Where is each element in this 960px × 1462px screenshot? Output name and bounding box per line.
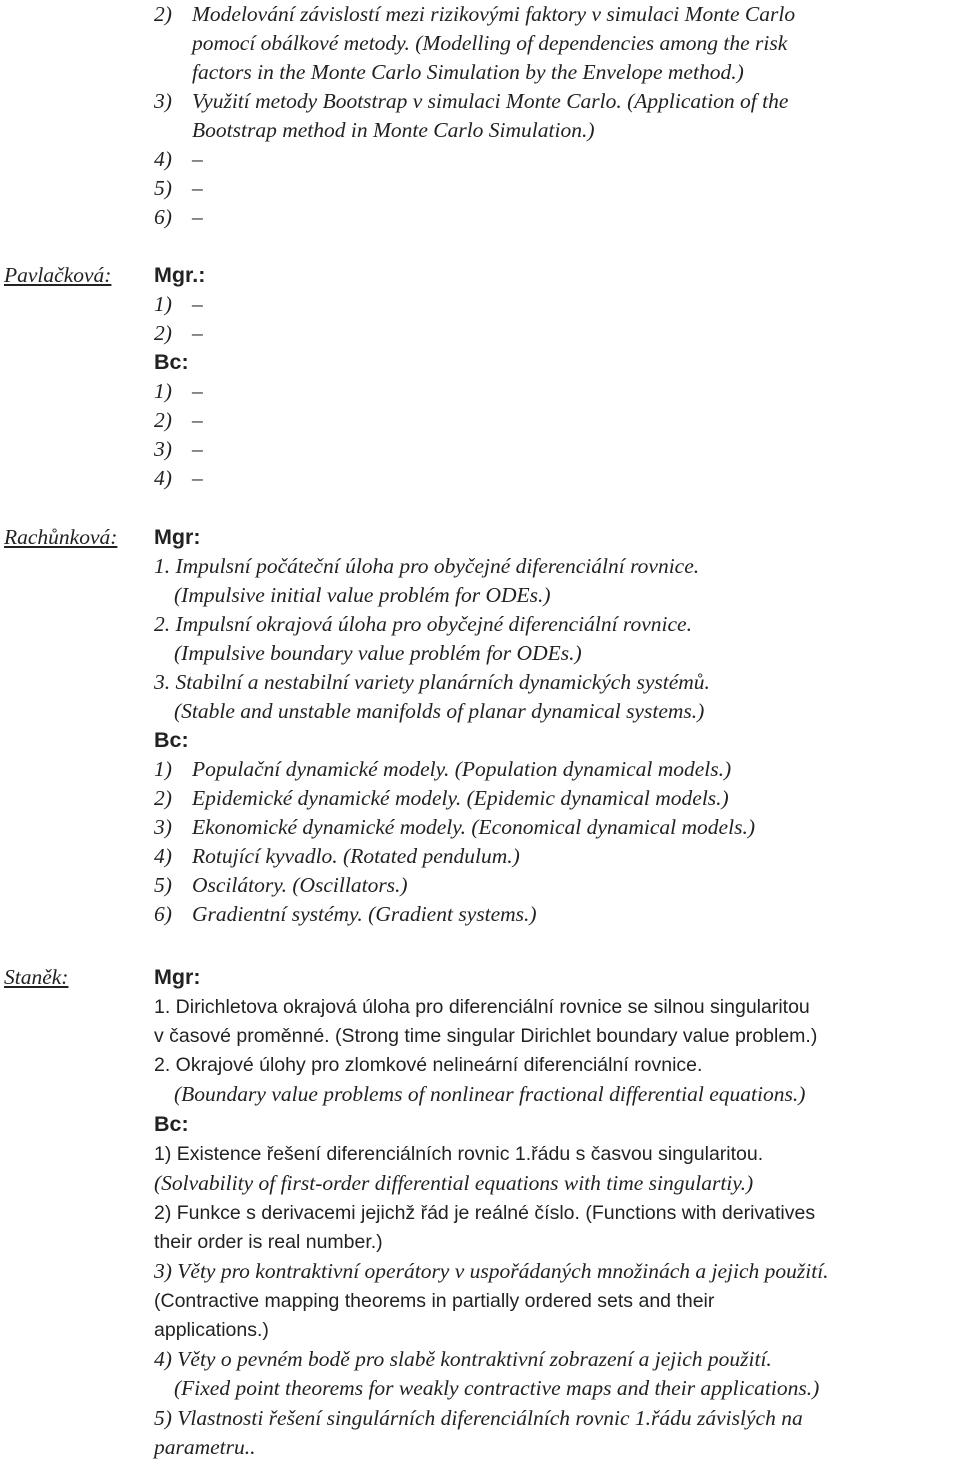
empty-topic: 2) – bbox=[154, 321, 203, 345]
topic-line: 3) Ekonomické dynamické modely. (Economical dynamical models.) bbox=[154, 815, 755, 839]
topic-line: 6) Gradientní systémy. (Gradient systems.) bbox=[154, 902, 537, 926]
supervisor-name-rachunkova: Rachůnková: bbox=[4, 525, 118, 549]
topic-translation: (Impulsive initial value problém for ODEs.) bbox=[174, 583, 551, 607]
topic-line: factors in the Monte Carlo Simulation by the Envelope method.) bbox=[192, 60, 744, 84]
level-heading-bc: Bc: bbox=[154, 1112, 189, 1136]
empty-topic: 1) – bbox=[154, 379, 203, 403]
empty-topic: 1) – bbox=[154, 292, 203, 316]
topic-line: 1) Existence řešení diferenciálních rovnic 1.řádu s časvou singularitou. bbox=[154, 1143, 764, 1165]
topic-line: pomocí obálkové metody. (Modelling of dependencies among the risk bbox=[192, 31, 788, 55]
topic-translation: (Boundary value problems of nonlinear fractional differential equations.) bbox=[174, 1082, 806, 1106]
topic-translation: (Fixed point theorems for weakly contractive maps and their applications.) bbox=[174, 1376, 820, 1400]
supervisor-name-stanek: Staněk: bbox=[4, 965, 69, 989]
topic-line: 4) Rotující kyvadlo. (Rotated pendulum.) bbox=[154, 844, 520, 868]
empty-topic: 6) – bbox=[154, 205, 203, 229]
topic-line: 3) Věty pro kontraktivní operátory v uspořádaných množinách a jejich použití. bbox=[154, 1259, 829, 1283]
topic-line: 4) Věty o pevném bodě pro slabě kontraktivní zobrazení a jejich použití. bbox=[154, 1347, 772, 1371]
topic-line: parametru.. bbox=[154, 1435, 256, 1459]
topic-translation: (Contractive mapping theorems in partially ordered sets and their bbox=[154, 1290, 715, 1312]
empty-topic: 4) – bbox=[154, 466, 203, 490]
topic-line: 1. Dirichletova okrajová úloha pro diferenciální rovnice se silnou singularitou bbox=[154, 996, 810, 1018]
topic-line: 5) Vlastnosti řešení singulárních diferenciálních rovnic 1.řádu závislých na bbox=[154, 1406, 803, 1430]
topic-translation: applications.) bbox=[154, 1319, 269, 1341]
topic-translation: (Impulsive boundary value problém for ODEs.) bbox=[174, 641, 582, 665]
topic-line: 1) Populační dynamické modely. (Population dynamical models.) bbox=[154, 757, 732, 781]
topic-line: v časové proměnné. (Strong time singular Dirichlet boundary value problem.) bbox=[154, 1025, 818, 1047]
topic-line: 1. Impulsní počáteční úloha pro obyčejné diferenciální rovnice. bbox=[154, 554, 700, 578]
level-heading-mgr: Mgr: bbox=[154, 965, 201, 989]
empty-topic: 4) – bbox=[154, 147, 203, 171]
empty-topic: 3) – bbox=[154, 437, 203, 461]
topic-line: 3) Využití metody Bootstrap v simulaci Monte Carlo. (Application of the bbox=[154, 89, 789, 113]
empty-topic: 5) – bbox=[154, 176, 203, 200]
topic-line: 3. Stabilní a nestabilní variety planárních dynamických systémů. bbox=[154, 670, 710, 694]
topic-line: 2. Impulsní okrajová úloha pro obyčejné diferenciální rovnice. bbox=[154, 612, 692, 636]
topic-line: 2) Funkce s derivacemi jejichž řád je reálné číslo. (Functions with derivatives bbox=[154, 1202, 816, 1224]
topic-line: 2. Okrajové úlohy pro zlomkové nelineární diferenciální rovnice. bbox=[154, 1054, 703, 1076]
topic-line: 2) Modelování závislostí mezi rizikovými faktory v simulaci Monte Carlo bbox=[154, 2, 796, 26]
level-heading-mgr: Mgr: bbox=[154, 525, 201, 549]
level-heading-mgr: Mgr.: bbox=[154, 263, 206, 287]
topic-line: 5) Oscilátory. (Oscillators.) bbox=[154, 873, 408, 897]
level-heading-bc: Bc: bbox=[154, 350, 189, 374]
topic-line: 2) Epidemické dynamické modely. (Epidemic dynamical models.) bbox=[154, 786, 729, 810]
topic-translation: (Stable and unstable manifolds of planar dynamical systems.) bbox=[174, 699, 705, 723]
topic-line: Bootstrap method in Monte Carlo Simulation.) bbox=[192, 118, 595, 142]
level-heading-bc: Bc: bbox=[154, 728, 189, 752]
topic-translation: (Solvability of first-order differential equations with time singulartiy.) bbox=[154, 1171, 754, 1195]
supervisor-name-pavlackova: Pavlačková: bbox=[4, 263, 112, 287]
empty-topic: 2) – bbox=[154, 408, 203, 432]
topic-line: their order is real number.) bbox=[154, 1231, 383, 1253]
